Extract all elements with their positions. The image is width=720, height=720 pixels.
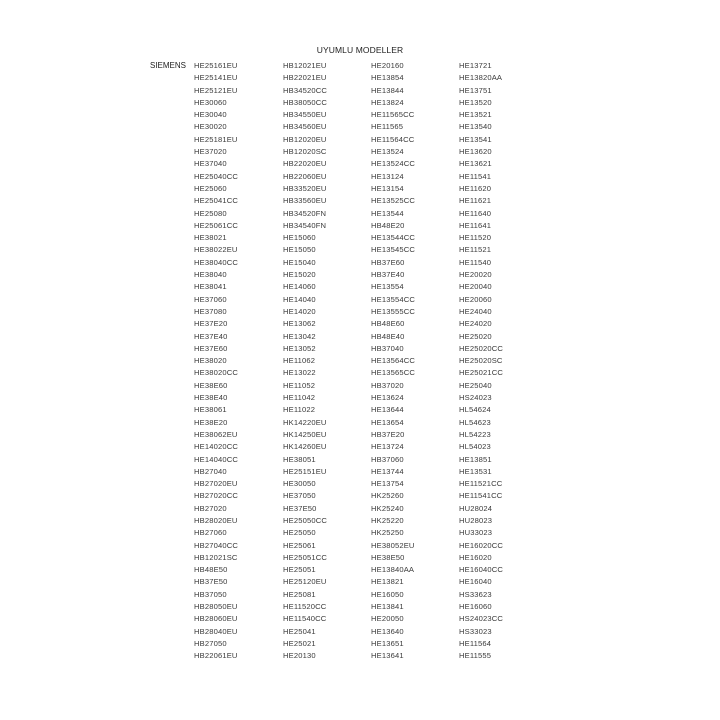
model-code: HE16020 — [459, 552, 492, 562]
model-code: HB37060 — [371, 454, 404, 464]
model-column-1 — [194, 60, 238, 663]
model-code: HE20160 — [371, 61, 404, 70]
model-code: HE30060 — [194, 97, 227, 107]
model-code: HE25061CC — [194, 220, 238, 230]
model-code: HB48E50 — [194, 565, 228, 575]
model-code: HE11564CC — [371, 134, 415, 144]
model-code: HE20020 — [459, 270, 492, 280]
model-code: HE14040CC — [194, 454, 238, 464]
model-code: HE11520 — [459, 233, 492, 243]
model-code: HK14250EU — [283, 429, 327, 439]
model-code: HE25020SC — [459, 356, 503, 366]
model-code: HB37020 — [371, 380, 404, 390]
model-code: HE25041 — [283, 626, 316, 636]
model-code: HB38050CC — [283, 97, 327, 107]
model-code: HE25040 — [459, 380, 492, 390]
model-code: HB27060 — [194, 528, 227, 538]
model-code: HE13042 — [283, 331, 316, 341]
model-code: HE13841 — [371, 602, 404, 612]
model-code: HE38062EU — [194, 429, 238, 439]
model-code: HB22021EU — [283, 73, 327, 83]
model-code: HE13525CC — [371, 196, 415, 206]
model-code: HE38E50 — [371, 552, 405, 562]
model-code: HE13844 — [371, 85, 404, 95]
model-code: HK25260 — [371, 491, 404, 501]
model-code: HE25021CC — [459, 368, 503, 378]
model-code: HK25250 — [371, 528, 404, 538]
model-code: HE38020 — [194, 356, 227, 366]
model-code: HE11521CC — [459, 479, 503, 489]
model-code: HB12021SC — [194, 552, 238, 562]
model-code: HE24040 — [459, 306, 492, 316]
model-code: HB37E20 — [371, 429, 405, 439]
model-code: HS24023 — [459, 393, 492, 403]
model-code: HB27050 — [194, 638, 227, 648]
model-code: HE37080 — [194, 306, 227, 316]
brand-label: SIEMENS — [150, 61, 187, 70]
model-code: HE25021 — [283, 638, 316, 648]
model-code: HE38020CC — [194, 368, 238, 378]
model-code: HB37E50 — [194, 577, 228, 587]
model-column-2 — [283, 60, 327, 663]
model-code: HE25080 — [194, 208, 227, 218]
model-code: HE13724 — [371, 442, 404, 452]
model-code: HE13754 — [371, 479, 404, 489]
model-code: HU33023 — [459, 528, 493, 538]
model-code: HE13531 — [459, 466, 492, 476]
model-code: HE15020 — [283, 270, 316, 280]
model-code: HE11565CC — [371, 110, 415, 120]
model-code: HE16040 — [459, 577, 492, 587]
model-code: HE13820AA — [459, 73, 503, 83]
model-code: HE25050CC — [283, 515, 327, 525]
model-column-3 — [371, 60, 415, 663]
model-code: HB28050EU — [194, 602, 238, 612]
model-code: HK14260EU — [283, 442, 327, 452]
model-code: HE13554CC — [371, 294, 415, 304]
model-code: HE25051CC — [283, 552, 327, 562]
model-code: HE13821 — [371, 577, 404, 587]
model-code: HE37060 — [194, 294, 227, 304]
model-code: HE14020 — [283, 306, 316, 316]
model-code: HE13520 — [459, 97, 492, 107]
model-code: HE11521 — [459, 245, 492, 255]
model-code: HE25040CC — [194, 171, 238, 181]
model-code: HE11621 — [459, 196, 492, 206]
model-code: HB27020EU — [194, 479, 238, 489]
model-code: HE25061 — [283, 540, 316, 550]
model-code: HE11042 — [283, 393, 316, 403]
model-code: HE11540CC — [283, 614, 327, 624]
model-code: HE25050 — [283, 528, 316, 538]
model-code: HE20040 — [459, 282, 492, 292]
model-code: HB34520FN — [283, 208, 327, 218]
model-code: HE13640 — [371, 626, 404, 636]
model-code: HL54624 — [459, 405, 491, 415]
model-code: HE13555CC — [371, 306, 415, 316]
model-code: HE11640 — [459, 208, 492, 218]
model-code: HE20060 — [459, 294, 492, 304]
model-code: HB12020EU — [283, 134, 327, 144]
model-code: HE13052 — [283, 343, 316, 353]
model-code: HE37E20 — [194, 319, 228, 329]
model-code: HB28060EU — [194, 614, 238, 624]
model-code: HE11052 — [283, 380, 316, 390]
model-code: HE16050 — [371, 589, 404, 599]
model-code: HE13544 — [371, 208, 404, 218]
model-code: HE37E60 — [194, 343, 228, 353]
model-code: HE38051 — [283, 454, 316, 464]
model-code: HB33520EU — [283, 183, 327, 193]
model-code: HE38022EU — [194, 245, 238, 255]
model-code: HE13524 — [371, 147, 404, 157]
model-code: HE38061 — [194, 405, 227, 415]
model-code: HE38E20 — [194, 417, 228, 427]
model-code: HB48E20 — [371, 220, 405, 230]
model-code: HE11620 — [459, 183, 492, 193]
model-code: HB28040EU — [194, 626, 238, 636]
model-code: HE13022 — [283, 368, 316, 378]
model-code: HE11541CC — [459, 491, 503, 501]
model-code: HE30040 — [194, 110, 227, 120]
model-code: HL54623 — [459, 417, 491, 427]
model-code: HE38040 — [194, 270, 227, 280]
model-code: HE13651 — [371, 638, 404, 648]
model-code: HE38052EU — [371, 540, 415, 550]
model-code: HS33623 — [459, 589, 492, 599]
model-code: HB33560EU — [283, 196, 327, 206]
model-code: HE37E40 — [194, 331, 228, 341]
model-code: HE37020 — [194, 147, 227, 157]
model-code: HE11565 — [371, 122, 404, 132]
model-code: HE13540 — [459, 122, 492, 132]
model-code: HE14060 — [283, 282, 316, 292]
model-code: HE37E50 — [283, 503, 317, 513]
model-code: HL54023 — [459, 442, 491, 452]
model-code: HB27020 — [194, 503, 227, 513]
model-code: HB12020SC — [283, 147, 327, 157]
model-code: HE25120EU — [283, 577, 327, 587]
model-code: HE38E40 — [194, 393, 228, 403]
model-code: HE13854 — [371, 73, 404, 83]
model-code: HB34550EU — [283, 110, 327, 120]
model-code: HE20130 — [283, 651, 316, 661]
model-code: HE13554 — [371, 282, 404, 292]
model-code: HK25220 — [371, 515, 404, 525]
model-code: HE13545CC — [371, 245, 415, 255]
model-code: HE38021 — [194, 233, 227, 243]
model-code: HE38E60 — [194, 380, 228, 390]
model-code: HU28024 — [459, 503, 493, 513]
model-code: HB22020EU — [283, 159, 327, 169]
model-code: HB37E60 — [371, 257, 405, 267]
model-code: HE25121EU — [194, 85, 238, 95]
model-code: HE13751 — [459, 85, 492, 95]
model-code: HE14040 — [283, 294, 316, 304]
model-code: HE13521 — [459, 110, 492, 120]
model-code: HB37050 — [194, 589, 227, 599]
model-code: HE11540 — [459, 257, 492, 267]
model-code: HU28023 — [459, 515, 493, 525]
model-code: HB34520CC — [283, 85, 327, 95]
model-code: HE13621 — [459, 159, 492, 169]
model-code: HE13565CC — [371, 368, 415, 378]
model-code: HE13824 — [371, 97, 404, 107]
model-code: HE11564 — [459, 638, 492, 648]
model-code: HE11062 — [283, 356, 316, 366]
model-code: HS33023 — [459, 626, 492, 636]
model-code: HE15050 — [283, 245, 316, 255]
model-code: HS24023CC — [459, 614, 503, 624]
model-code: HE11641 — [459, 220, 492, 230]
model-code: HE25020CC — [459, 343, 503, 353]
model-code: HE13062 — [283, 319, 316, 329]
model-code: HB34540FN — [283, 220, 327, 230]
model-code: HE25161EU — [194, 61, 238, 70]
model-code: HE13541 — [459, 134, 492, 144]
model-code: HE25051 — [283, 565, 316, 575]
model-code: HE38040CC — [194, 257, 238, 267]
model-code: HE13564CC — [371, 356, 415, 366]
model-code: HB48E40 — [371, 331, 405, 341]
model-code: HE13524CC — [371, 159, 415, 169]
model-code: HE13624 — [371, 393, 404, 403]
model-code: HB27040 — [194, 466, 227, 476]
model-code: HE13721 — [459, 61, 492, 70]
page-title: UYUMLU MODELLER — [316, 45, 404, 55]
model-code: HE20050 — [371, 614, 404, 624]
model-code: HB48E60 — [371, 319, 405, 329]
model-code: HE11520CC — [283, 602, 327, 612]
model-code: HE30050 — [283, 479, 316, 489]
model-code: HE15040 — [283, 257, 316, 267]
model-code: HL54223 — [459, 429, 491, 439]
model-code: HE25041CC — [194, 196, 238, 206]
model-code: HE13124 — [371, 171, 404, 181]
model-code: HE25151EU — [283, 466, 327, 476]
model-code: HB34560EU — [283, 122, 327, 132]
model-code: HE25081 — [283, 589, 316, 599]
model-code: HE13654 — [371, 417, 404, 427]
model-code: HE30020 — [194, 122, 227, 132]
model-code: HE11541 — [459, 171, 492, 181]
model-code: HE38041 — [194, 282, 227, 292]
model-code: HK25240 — [371, 503, 404, 513]
model-code: HE13644 — [371, 405, 404, 415]
model-code: HE13620 — [459, 147, 492, 157]
model-code: HE25060 — [194, 183, 227, 193]
model-code: HE25020 — [459, 331, 492, 341]
model-code: HB22061EU — [194, 651, 238, 661]
model-code: HE11555 — [459, 651, 492, 661]
model-code: HB37E40 — [371, 270, 405, 280]
model-code: HE14020CC — [194, 442, 238, 452]
model-code: HE16040CC — [459, 565, 503, 575]
model-code: HE13641 — [371, 651, 404, 661]
model-code: HB27040CC — [194, 540, 238, 550]
model-code: HE25181EU — [194, 134, 238, 144]
model-code: HB28020EU — [194, 515, 238, 525]
model-code: HB27020CC — [194, 491, 238, 501]
model-code: HE13744 — [371, 466, 404, 476]
model-code: HE24020 — [459, 319, 492, 329]
model-code: HB12021EU — [283, 61, 327, 70]
model-code: HE15060 — [283, 233, 316, 243]
model-code: HK14220EU — [283, 417, 327, 427]
model-code: HE37050 — [283, 491, 316, 501]
model-code: HE16060 — [459, 602, 492, 612]
model-code: HE13544CC — [371, 233, 415, 243]
model-code: HE13840AA — [371, 565, 415, 575]
model-code: HB37040 — [371, 343, 404, 353]
model-code: HB22060EU — [283, 171, 327, 181]
model-code: HE13851 — [459, 454, 492, 464]
model-code: HE16020CC — [459, 540, 503, 550]
model-code: HE37040 — [194, 159, 227, 169]
model-code: HE25141EU — [194, 73, 238, 83]
model-code: HE13154 — [371, 183, 404, 193]
model-column-4 — [459, 60, 503, 663]
model-code: HE11022 — [283, 405, 316, 415]
